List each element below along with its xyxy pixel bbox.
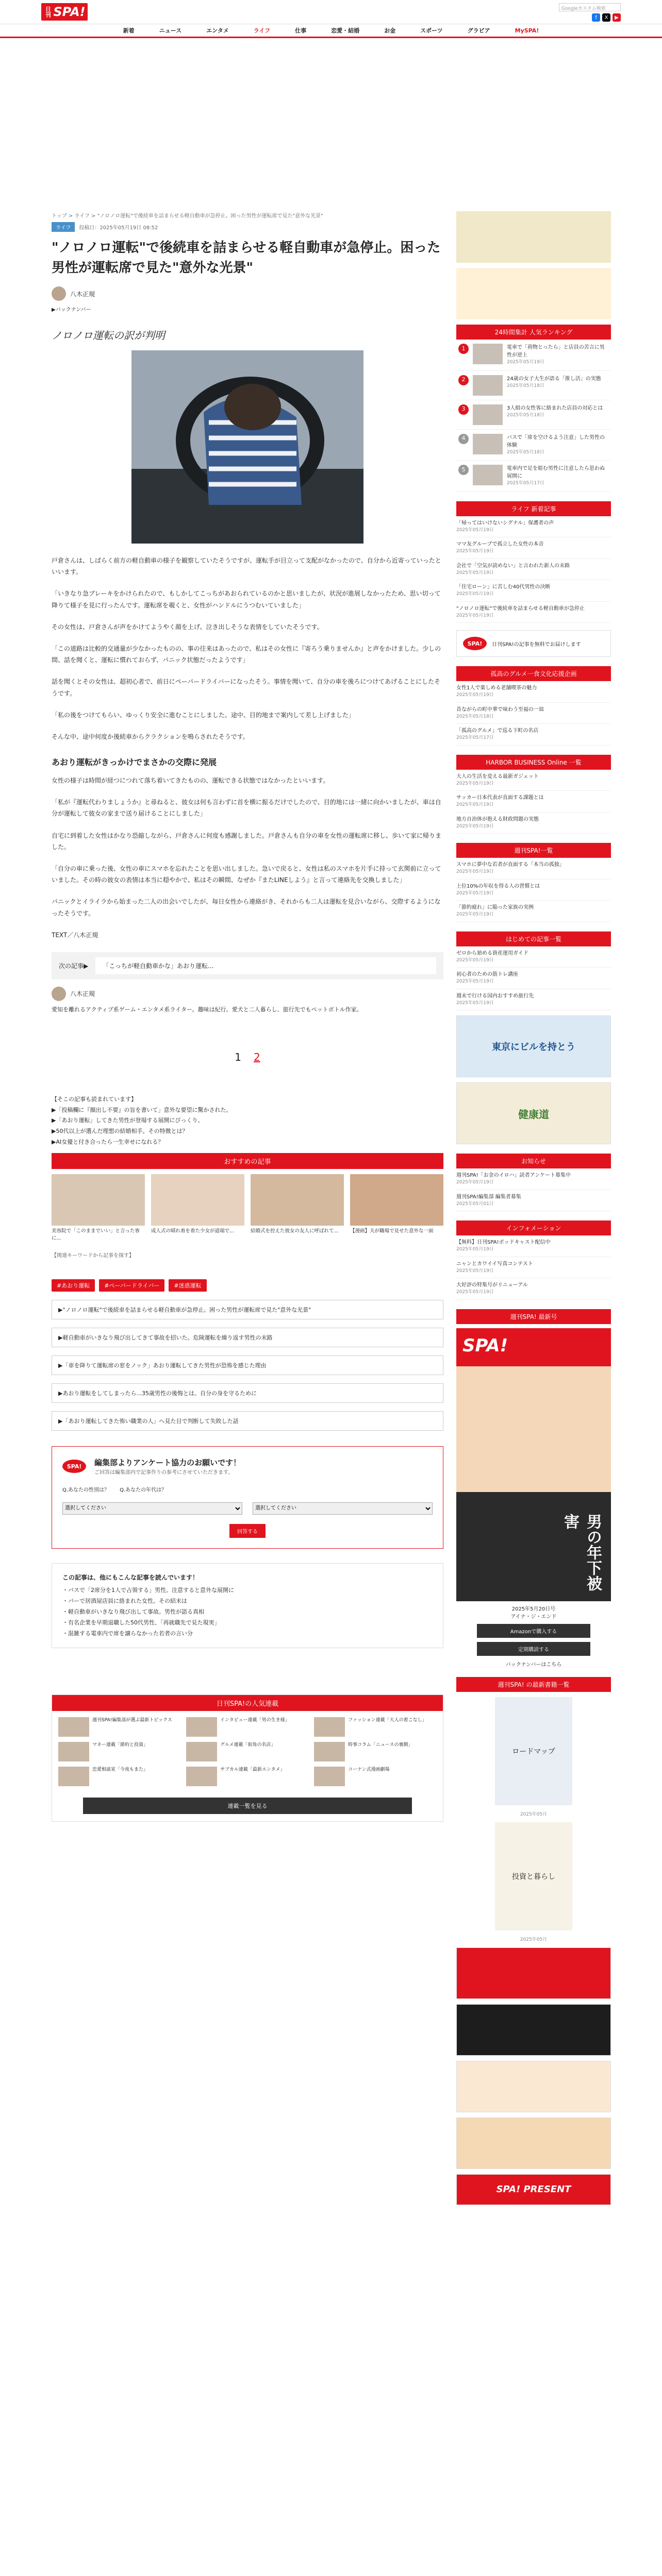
related-link[interactable]: ▶"ノロノロ運転"で後続車を詰まらせる軽自動車が急停止。困った男性が運転席で見た"意外な光景" (52, 1300, 443, 1319)
paragraph: 戸倉さんは、しばらく前方の軽自動車の様子を観察していたそうですが、運転手が目立って支配がなかったので、自分から近寄っていったといいます。 (52, 557, 441, 576)
next-label: 次の記事▶ (59, 962, 89, 970)
item-date: 2025年05月19日 (456, 591, 494, 597)
series-title: コーナン式漫画劇場 (348, 1767, 390, 1772)
card-title: 成人式の晴れ着を着た少女が道端で... (151, 1228, 235, 1234)
rank-title: 電車で「荷物とったら」と店員の苦言に男性が逆上 (507, 345, 605, 358)
rank-date: 2025年05月19日 (507, 360, 544, 365)
category-badge[interactable]: ライフ (52, 222, 75, 232)
recommended-heading: おすすめの記事 (52, 1153, 443, 1169)
hajimete-item[interactable] (456, 968, 611, 989)
series-item[interactable] (314, 1742, 437, 1761)
item-title: 大好評の特集号がリニューアル (456, 1282, 528, 1288)
main-nav (0, 24, 662, 38)
keyword-heading: 【関連キーワードから記事を探す】 (52, 1252, 134, 1259)
card-title: 美容院で「このままでいい」と言った客に... (52, 1228, 140, 1242)
nav-item[interactable]: スポーツ (420, 27, 443, 34)
also-read-item[interactable]: ・バーで居酒屋店員に絡まれた女性。その結末は (62, 1598, 187, 1605)
series-thumb (186, 1717, 217, 1737)
manga-banner[interactable] (456, 2117, 611, 2169)
cover-title: 男の年下被害 (561, 1513, 602, 1591)
related-link-list (52, 1300, 443, 1431)
paragraph: 「私の後をつけてもらい、ゆっくり安全に進むことにしました。途中、目的地まで案内して差し上げました」 (52, 711, 355, 719)
ad-banner[interactable] (456, 268, 611, 319)
recommended-grid (52, 1174, 443, 1243)
driver-photo-illustration (131, 350, 363, 544)
series-box (52, 1694, 443, 1822)
item-date: 2025年05月19日 (456, 802, 494, 807)
site-logo[interactable] (41, 3, 88, 21)
item-date: 2025年05月19日 (456, 979, 494, 984)
card-thumbnail (350, 1174, 443, 1226)
magazine-sub: アイナ・ジ・エンド (510, 1614, 557, 1620)
spa-list-item[interactable] (456, 858, 611, 879)
tag-list (52, 1279, 443, 1292)
card-thumbnail (251, 1174, 344, 1226)
gender-select[interactable] (62, 1502, 242, 1515)
recommended-card[interactable] (151, 1174, 244, 1243)
paragraph: 女性の様子は時間が経つにつれて落ち着いてきたものの、運転できる状態ではなかったといいます。 (52, 777, 329, 785)
item-title: 週末で行ける国内おすすめ旅行先 (456, 993, 534, 999)
rank-number: 5 (458, 465, 469, 475)
item-title: 【無料】日刊SPA!ポッドキャスト配信中 (456, 1240, 551, 1245)
new-article-item[interactable] (456, 559, 611, 581)
rank-thumb (473, 344, 503, 364)
paragraph: 自宅に到着した女性はかなり恐縮しながら、戸倉さんに何度も感謝しました。戸倉さんも自分の車を女性の運転席に移し、歩いて家に帰りました。 (52, 832, 442, 851)
recommended-card[interactable] (52, 1174, 145, 1243)
item-date: 2025年05月19日 (456, 890, 494, 896)
item-title: 「住宅ローン」に苦しむ40代男性の決断 (456, 584, 551, 590)
search-input[interactable]: Googleカスタム検索 (559, 3, 621, 11)
also-read-item[interactable]: ・混雑する電車内で席を譲らなかった若者の言い分 (62, 1630, 193, 1637)
item-date: 2025年05月19日 (456, 912, 494, 917)
nav-item[interactable]: グラビア (467, 27, 490, 34)
info-item[interactable] (456, 1257, 611, 1279)
item-date: 2025年05月17日 (456, 735, 494, 740)
series-thumb (314, 1742, 345, 1761)
backnumber-link[interactable]: ▶バックナンバー (52, 307, 91, 313)
spa-list-item[interactable] (456, 901, 611, 922)
info-item[interactable] (456, 1278, 611, 1300)
harbor-heading: HARBOR BUSINESS Online 一覧 (456, 755, 611, 770)
series-item[interactable] (186, 1767, 309, 1786)
ranking-item[interactable] (456, 340, 611, 371)
harbor-item[interactable] (456, 770, 611, 791)
rank-number: 1 (458, 344, 469, 354)
series-item[interactable] (58, 1767, 181, 1786)
new-articles-heading: ライフ 新着記事 (456, 501, 611, 516)
section-heading: あおり運転がきっかけでまさかの交際に発展 (52, 757, 217, 768)
header-tools (559, 3, 621, 22)
paragraph: パニックとイライラから始まった二人の出会いでしたが、毎日女性から連絡がき、それからも二人は運転を見合いながら、交際するようになったそうです。 (52, 898, 441, 917)
survey-submit-button[interactable]: 回答する (229, 1524, 266, 1538)
gourmet-item[interactable] (456, 703, 611, 724)
rank-title: バスで「席を空けるよう注意」した男性の体験 (507, 434, 605, 448)
item-title: 初心者のための筋トレ講座 (456, 972, 518, 977)
item-date: 2025年05月19日 (456, 781, 494, 786)
notice-heading: お知らせ (456, 1154, 611, 1168)
article-photo (131, 350, 363, 544)
digital-banner[interactable] (456, 1947, 611, 1999)
new-article-item[interactable] (456, 537, 611, 559)
related-link[interactable]: ▶「あおり運転してきた怖い職業の人」へ見た目で判断して失敗した話 (52, 1411, 443, 1431)
recommended-card[interactable] (251, 1174, 344, 1243)
item-title: ニャンとカワイイ写真コンテスト (456, 1261, 533, 1267)
also-read-item[interactable]: ・有名企業を早期退職した50代男性、「再就職先で見た現実」 (62, 1619, 220, 1626)
books-heading: 週刊SPA! の最新書籍一覧 (456, 1677, 611, 1692)
new-article-item[interactable] (456, 602, 611, 623)
ranking-item[interactable] (456, 400, 611, 430)
avatar (52, 286, 66, 301)
tag[interactable]: #迷惑運転 (169, 1279, 206, 1292)
bullet-link[interactable]: ▶「あおり運転」してきた男性が登場する展開にびっくり。 (52, 1117, 204, 1124)
series-grid (52, 1711, 443, 1792)
item-title: 会社で「空気が読めない」と言われた新人の末路 (456, 563, 570, 569)
item-date: 2025年05月19日 (456, 1180, 494, 1185)
social-links (592, 13, 621, 22)
series-thumb (58, 1767, 89, 1786)
survey-row (62, 1485, 433, 1493)
avatar (52, 987, 66, 1001)
item-date: 2025年05月19日 (456, 1000, 494, 1006)
item-title: 大人の生活を変える最新ガジェット (456, 773, 539, 779)
survey-q2: Q.あなたの年代は？ (120, 1487, 167, 1493)
series-more-button[interactable]: 連載一覧を見る (83, 1798, 412, 1814)
paragraph: 「自分の車に乗った後、女性の車にスマホを忘れたことを思い出しました。急いで戻ると、女性は私のスマホを片手に持って玄関前に立っていました。その時の彼女の表情は本当に穏やかで、私はその瞬間、なぜか『またLINEしよう』と言って連絡先を交換しました」 (52, 865, 441, 884)
rank-text-block (507, 465, 609, 487)
bullet-link[interactable]: ▶「投稿欄に『顔出し不要』の旨を書いて」意外な要望に驚かされた。 (52, 1106, 232, 1113)
rank-date: 2025年05月18日 (507, 449, 544, 455)
series-item[interactable] (58, 1717, 181, 1737)
logo-small: 日刊 (44, 6, 52, 18)
youtube-icon[interactable]: ▶ (613, 13, 621, 22)
tokyo-building-banner[interactable]: 東京にビルを持とう (456, 1015, 611, 1077)
info-item[interactable] (456, 1235, 611, 1257)
rank-number: 3 (458, 404, 469, 415)
rank-number: 4 (458, 434, 469, 444)
series-title: マネー連載「節約と投資」 (92, 1742, 148, 1748)
page-link-current[interactable]: 2 (254, 1050, 260, 1063)
breadcrumb[interactable]: トップ > ライフ > "ノロノロ運転"で後続車を詰まらせる軽自動車が急停止。困った男性が運転席で見た"意外な光景" (52, 213, 323, 219)
nav-item[interactable]: MySPA! (515, 27, 539, 34)
item-date: 2025年05月01日 (456, 1201, 494, 1207)
paragraph: 話を聞くとその女性は、超初心者で、前日にペーパードライバーになったそう。事情を聞いて、自分の車を後ろにつけてあげることにしたそうです。 (52, 678, 441, 697)
rank-thumb (473, 404, 503, 425)
item-date: 2025年05月19日 (456, 692, 494, 698)
nav-item[interactable]: エンタメ (206, 27, 229, 34)
logo-main: SPA! (53, 5, 86, 19)
item-date: 2025年05月19日 (456, 1268, 494, 1274)
spa-newsletter-banner[interactable] (456, 630, 611, 657)
sidebar (456, 211, 611, 2205)
card-thumbnail (52, 1174, 145, 1226)
item-date: 2025年05月19日 (456, 613, 494, 618)
series-thumb (58, 1742, 89, 1761)
item-date: 2025年05月19日 (456, 570, 494, 575)
item-title: サッカー日本代表が直面する課題とは (456, 795, 544, 801)
nav-item[interactable]: 恋愛・結婚 (331, 27, 360, 34)
cover-logo: SPA! (462, 1335, 508, 1356)
manga-banner[interactable] (456, 2061, 611, 2112)
item-date: 2025年05月19日 (456, 823, 494, 829)
drama-banner[interactable] (456, 2004, 611, 2056)
series-item[interactable] (314, 1717, 437, 1737)
item-title: スマホに夢中な若者が直面する「本当の孤独」 (456, 862, 565, 868)
item-title: 上位10%の年収を得る人の習慣とは (456, 883, 540, 889)
amazon-buy-button[interactable]: Amazonで購入する (477, 1624, 590, 1638)
hajimete-item[interactable] (456, 946, 611, 968)
rank-title: 24歳の女子大生が語る「推し活」の実態 (507, 376, 601, 382)
series-title: サブカル連載「最新エンタメ」 (220, 1767, 285, 1772)
item-date: 2025年05月18日 (456, 714, 494, 719)
new-article-item[interactable] (456, 516, 611, 538)
magazine-heading: 週刊SPA! 最新号 (456, 1309, 611, 1324)
ranking-heading (456, 325, 611, 340)
series-title: グルメ連載「街角の名店」 (220, 1742, 276, 1748)
survey-title: 編集部よりアンケート協力のお願いです！ (94, 1458, 241, 1467)
also-read-item[interactable]: ・軽自動車がいきなり飛び出して事故。男性が語る真相 (62, 1608, 204, 1616)
item-title: 「孤高のグルメ」で巡る下町の名店 (456, 728, 539, 734)
survey-logo: SPA! (62, 1460, 86, 1473)
survey-header (62, 1457, 433, 1476)
ranking-item[interactable] (456, 461, 611, 492)
rank-date: 2025年05月18日 (507, 412, 544, 418)
item-date: 2025年05月19日 (456, 957, 494, 963)
series-thumb (58, 1717, 89, 1737)
article-title: "ノロノロ運転"で後続車を詰まらせる軽自動車が急停止。困った男性が運転席で見た"意外な光景" (52, 240, 441, 276)
paragraph: 「私が『運転代わりましょうか』と尋ねると、彼女は何も言わずに首を横に振るだけでしたので、目的地には一緒に向かいましたが、車は自分が運転して彼女の家まで送り届けることにしました」 (52, 799, 441, 818)
rank-title: 3人組の女性客に絡まれた店員の対応とは (507, 405, 603, 411)
series-title: 時事コラム「ニュースの裏側」 (348, 1742, 413, 1748)
survey-text (94, 1457, 241, 1476)
author-name[interactable]: 八木正規 (70, 290, 95, 298)
hajimete-item[interactable] (456, 989, 611, 1011)
article-subtitle: ノロノロ運転の訳が判明 (52, 329, 165, 342)
item-title: ママ友グループで孤立した女性の本音 (456, 541, 544, 547)
series-heading: 日刊SPA!の人気連載 (52, 1695, 443, 1711)
related-link[interactable]: ▶あおり運転をしてしまったら...35歳男性の後悔とは。自分の身を守るために (52, 1383, 443, 1403)
spa-list-item[interactable] (456, 879, 611, 901)
item-date: 2025年05月19日 (456, 869, 494, 874)
book-date: 2025年05月 (520, 1811, 548, 1817)
nav-item[interactable]: ニュース (159, 27, 182, 34)
newsletter-text: 日刊SPA!の記事を無料でお届けします (492, 641, 581, 648)
x-icon[interactable]: X (602, 13, 610, 22)
book-cover[interactable]: ロードマップ (495, 1697, 572, 1805)
rank-date: 2025年05月17日 (507, 481, 544, 486)
tag[interactable]: #あおり運転 (52, 1279, 95, 1292)
series-item[interactable] (314, 1767, 437, 1786)
series-title: ファッション連載「大人の着こなし」 (348, 1717, 427, 1723)
page-link[interactable]: 1 (235, 1050, 241, 1063)
card-title: 結婚式を控えた彼女の友人に呼ばれて... (251, 1228, 339, 1234)
bullets-heading: 【そこの記事も読まれています】 (52, 1095, 137, 1103)
related-bullets (52, 1094, 443, 1148)
paragraph: その女性は、戸倉さんが声をかけてようやく顔を上げ、泣き出しそうな表情をしていたそうです。 (52, 623, 323, 631)
magazine-date: 2025年5月20日号 (511, 1606, 556, 1612)
bullet-link[interactable]: ▶50代以上が選んだ理想の結婚相手。その特徴とは？ (52, 1128, 188, 1135)
harbor-item[interactable] (456, 791, 611, 812)
notice-item[interactable] (456, 1168, 611, 1190)
series-title: 恋愛相談室「今夜もまた」 (92, 1767, 148, 1772)
series-item[interactable] (186, 1742, 309, 1761)
series-thumb (314, 1767, 345, 1786)
item-title: 週刊SPA!編集部 編集者募集 (456, 1194, 521, 1200)
present-banner[interactable]: SPA! PRESENT (456, 2174, 611, 2205)
nav-item-active[interactable]: ライフ (253, 27, 271, 34)
article-column (52, 211, 443, 1822)
hajimete-heading: はじめての記事一覧 (456, 931, 611, 946)
paragraph: 「いきなり急ブレーキをかけられたので、もしかしてこっちがあおられているのかと思いましたが、状況が進展しなかったため、思い切って降りて様子を見に行ったんです。運転席を覗くと、女性がハンドルにうつむいていました」 (52, 590, 441, 609)
item-title: 地方自治体が抱える財政問題の実態 (456, 816, 539, 822)
survey-desc: ご回答は編集部内で記事作りの参考にさせていただきます。 (94, 1469, 234, 1476)
also-read-box (52, 1563, 443, 1648)
ad-banner[interactable] (456, 211, 611, 263)
item-title: 「帰ってはいけないシグナル」保護者の声 (456, 520, 554, 526)
rank-number: 2 (458, 375, 469, 385)
book-date: 2025年05月 (520, 1937, 548, 1942)
magazine-cover[interactable] (456, 1328, 611, 1601)
author-line-bottom[interactable] (52, 987, 443, 1001)
author-name[interactable]: 八木正規 (70, 990, 95, 998)
rank-text-block (507, 404, 603, 425)
ranking-item[interactable] (456, 430, 611, 461)
series-item[interactable] (186, 1717, 309, 1737)
rank-thumb (473, 465, 503, 485)
next-article-link[interactable]: 「こっちが軽自動車かな」あおり運転... (95, 957, 436, 974)
rank-thumb (473, 434, 503, 454)
subscribe-button[interactable]: 定期購読する (477, 1642, 590, 1656)
paragraph: 「この道路は比較的交通量が少なかったものの、事の往来はあったので、私はその女性に『寄ろう乗りませんか』と声をかけました。少しの間、話を聞くと、運転に慣れておらず、パニック状態だったようです」 (52, 645, 441, 664)
item-title: 昔ながらの町中華で味わう至福の一皿 (456, 706, 544, 713)
item-date: 2025年05月19日 (456, 549, 494, 554)
item-title: 女性1人で楽しめる老舗喫茶の魅力 (456, 685, 537, 691)
spa-logo-badge: SPA! (463, 637, 487, 650)
series-thumb (186, 1767, 217, 1786)
card-title: 【漫画】夫が職場で見せた意外な一面 (350, 1228, 434, 1234)
series-title: 週刊SPA!編集部が選ぶ最新トピックス (92, 1717, 172, 1723)
gourmet-item[interactable] (456, 681, 611, 703)
nav-item[interactable]: 新着 (123, 27, 135, 34)
rank-text-block (507, 434, 609, 456)
also-read-item[interactable]: ・バスで「2席分を1人で占領する」男性。注意すると意外な展開に (62, 1587, 234, 1594)
item-title: "ノロノロ運転"で後続車を詰まらせる軽自動車が急停止 (456, 605, 585, 612)
pagination (52, 1051, 443, 1063)
survey-q1: Q.あなたの性別は？ (62, 1487, 110, 1493)
header (0, 0, 662, 24)
notice-item[interactable] (456, 1190, 611, 1212)
related-link[interactable]: ▶「車を降りて運転席の窓をノック」あおり運転してきた男性が恐怖を感じた理由 (52, 1355, 443, 1375)
recommended-card[interactable] (350, 1174, 443, 1243)
item-title: ゼロから始める資産運用ガイド (456, 950, 528, 956)
survey-box (52, 1446, 443, 1549)
series-thumb (186, 1742, 217, 1761)
rank-date: 2025年05月18日 (507, 383, 544, 388)
item-date: 2025年05月19日 (456, 1290, 494, 1295)
rank-title: 電車内で足を組む男性に注意したら思わぬ展開に (507, 466, 605, 479)
age-select[interactable] (253, 1502, 433, 1515)
spa-list-heading: 週刊SPA!一覧 (456, 843, 611, 858)
author-bio: 愛知を離れるアクティブ系ゲーム・エンタメ系ライター。趣味は紀行。愛犬と二人暮らし、旅行先でもペットボトル作家。 (52, 1006, 362, 1013)
author-line[interactable] (52, 286, 443, 301)
item-title: 週刊SPA!「お金のイロハ」読者アンケート募集中 (456, 1173, 571, 1178)
tag[interactable]: #ペーパードライバー (99, 1279, 164, 1292)
harbor-item[interactable] (456, 812, 611, 834)
gourmet-item[interactable] (456, 724, 611, 745)
series-title: インタビュー連載「男の生き様」 (220, 1717, 290, 1723)
related-link[interactable]: ▶軽自動車がいきなり飛び出してきて事故を招いた。危険運転を繰り返す男性の末路 (52, 1328, 443, 1347)
facebook-icon[interactable]: f (592, 13, 600, 22)
ranking-title: 人気ランキング (529, 329, 573, 336)
ranking-sub: 24時間集計 (494, 329, 527, 336)
info-heading: インフォメーション (456, 1221, 611, 1235)
ranking-item[interactable] (456, 371, 611, 400)
item-date: 2025年05月19日 (456, 1247, 494, 1252)
item-title: 「節約疲れ」に陥った家族の実例 (456, 905, 534, 910)
text-credit: TEXT／八木正規 (52, 931, 98, 939)
series-thumb (314, 1717, 345, 1737)
gourmet-heading: 孤高のグルメ一食文化応援企画 (456, 666, 611, 681)
rank-text-block (507, 344, 609, 366)
nav-item[interactable]: 仕事 (295, 27, 307, 34)
card-thumbnail (151, 1174, 244, 1226)
backnumber-link[interactable]: バックナンバーはこちら (505, 1662, 562, 1668)
nav-item[interactable]: お金 (384, 27, 396, 34)
paragraph: そんな中、途中何度か後続車からクラクションを鳴らされたそうです。 (52, 733, 249, 740)
book-cover[interactable]: 投資と暮らし (495, 1822, 572, 1930)
rank-text-block (507, 375, 601, 396)
next-article-box (52, 952, 443, 979)
health-banner[interactable]: 健康道 (456, 1082, 611, 1144)
series-item[interactable] (58, 1742, 181, 1761)
item-date: 2025年05月19日 (456, 527, 494, 533)
rank-thumb (473, 375, 503, 396)
also-read-title: この記事は、他にもこんな記事を読んでいます！ (62, 1573, 199, 1581)
post-date: 投稿日：2025年05月19日 08:52 (79, 225, 158, 231)
new-article-item[interactable] (456, 580, 611, 602)
survey-selects (62, 1502, 433, 1515)
bullet-link[interactable]: ▶AI女優と付き合ったら一生幸せになれる？ (52, 1139, 164, 1146)
